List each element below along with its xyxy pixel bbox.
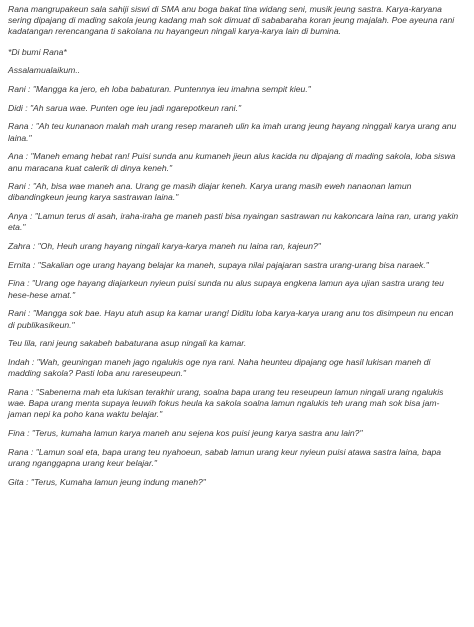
scene-heading: *Di bumi Rana* [8,46,67,57]
dialogue-line: Rana : "Sabenerna mah eta lukisan terakhir urang, soalna bapa urang teu reseupeun lamun ningali urang ngalukis wae. Bapa urang menta supaya leuwih fokus heula ka sakola soalna lamun ngalukis teh urang mah sok bisa jam-jaman nepi ka poho kana waktu belajar." [8,386,444,420]
dialogue-line: Gita : "Terus, Kumaha lamun jeung indung maneh?" [8,476,206,487]
intro-paragraph: Rana mangrupakeun sala sahiji siswi di SMA anu boga bakat tina widang seni, musik jeung sastra. Karya-karyana sering dipajang di mading sakola jeung kadang mah sok dimuat di sababaraha koran jeung majalah. Poe ayeuna rani kadatangan rerencangana ti sakolana nu hayangeun ningali karya-karya lain di bumina. [8,4,455,37]
dialogue-line: Indah : "Wah, geuningan maneh jago ngalukis oge nya rani. Naha heunteu dipajang oge hasil lukisan maneh di madding sakola? Pasti loba anu rareseupeun." [8,356,431,379]
narration-line: Teu lila, rani jeung sakabeh babaturana asup ningali ka kamar. [8,338,247,349]
dialogue-line: Zahra : "Oh, Heuh urang hayang ningali karya-karya maneh nu laina ran, kajeun?" [8,241,321,252]
dialogue-line: Anya : "Lamun terus di asah, iraha-iraha ge maneh pasti bisa nyaingan sastrawan nu kakoncara laina ran, urang yakin eta." [8,211,459,233]
dialogue-line: Rani : "Mangga sok bae. Hayu atuh asup ka kamar urang! Diditu loba karya-karya urang anu tos disimpeun nu encan di publikasikeun." [8,308,454,330]
dialogue-line: Rana : "Ah teu kunanaon malah mah urang resep maraneh ulin ka imah urang jeung hayang ninggali karya urang anu laina." [8,121,457,143]
greeting-line: Assalamualaikum.. [8,65,81,76]
dialogue-line: Rani : "Mangga ka jero, eh loba babaturan. Puntennya ieu imahna sempit kieu." [8,84,311,95]
dialogue-line: Didi : "Ah sarua wae. Punten oge ieu jadi ngarepotkeun rani." [8,102,242,113]
dialogue-line: Ernita : "Sakalian oge urang hayang belajar ka maneh, supaya nilai pajajaran sastra urang-urang bisa naraek." [8,259,429,270]
dialogue-line: Fina : "Urang oge hayang diajarkeun nyieun puisi sunda nu alus supaya engkena lamun aya ujian sastra urang teu hese-hese amat." [8,278,444,300]
dialogue-line: Rani : "Ah, bisa wae maneh ana. Urang ge masih diajar keneh. Karya urang masih eweh nanaonan lamun dibandingkeun jeung karya sastrawan laina." [8,181,412,203]
dialogue-line: Fina : "Terus, kumaha lamun karya maneh anu sejena kos puisi jeung karya sastra anu lain?" [8,427,363,438]
dialogue-line: Rana : "Lamun soal eta, bapa urang teu nyahoeun, sabab lamun urang keur nyieun puisi atawa sastra laina, bapa urang nganggapna urang keur belajar." [8,446,442,468]
dialogue-line: Ana : "Maneh emang hebat ran! Puisi sunda anu kumaneh jieun alus kacida nu dipajang di mading sakola, loba siswa anu maracana kuat calerik di dinya keneh." [8,151,456,173]
